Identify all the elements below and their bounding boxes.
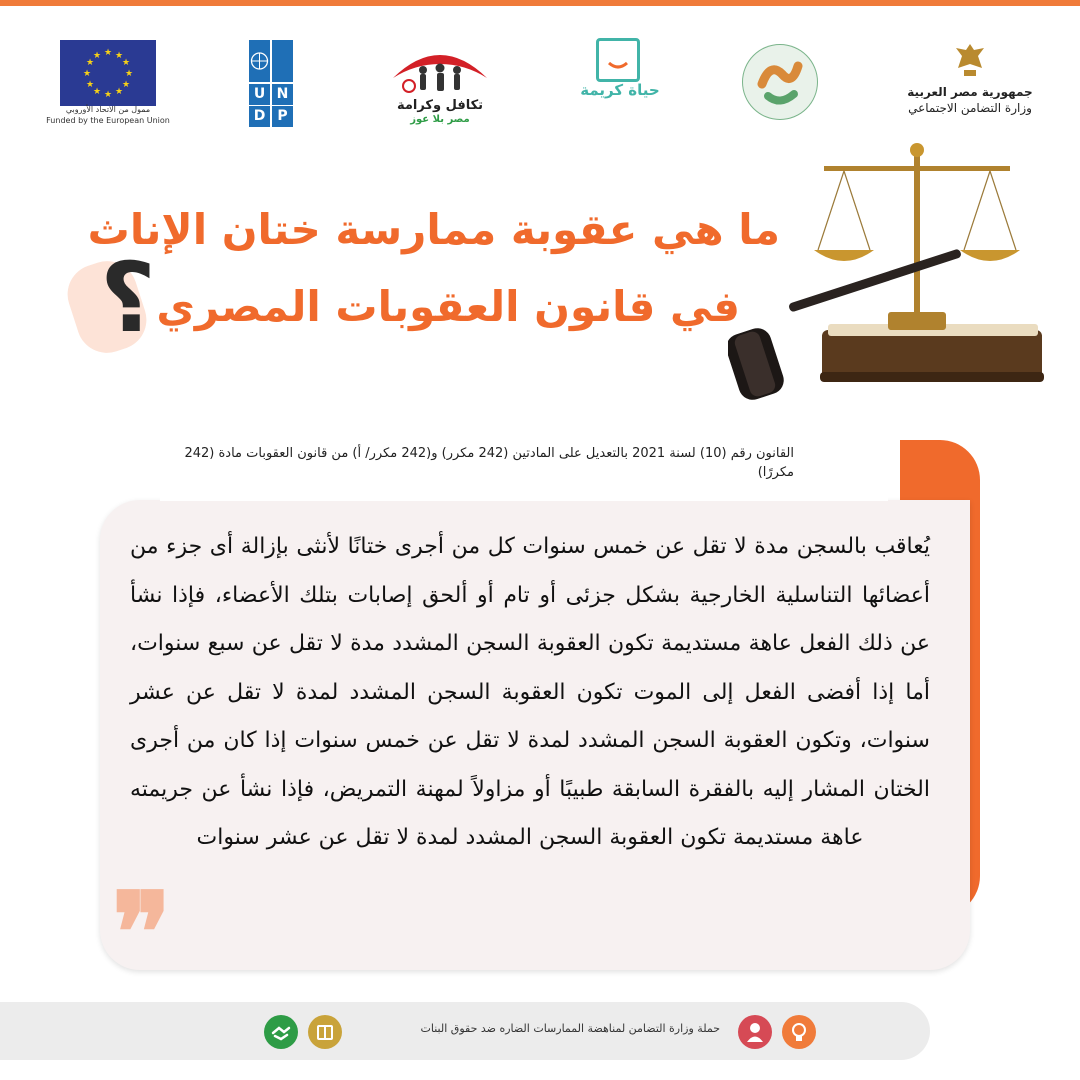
girl-icon xyxy=(738,1015,772,1049)
svg-text:★: ★ xyxy=(121,58,131,68)
book-icon xyxy=(308,1015,342,1049)
justice-scale-gavel-illustration xyxy=(728,140,1048,400)
undp-globe-cell-right xyxy=(272,40,293,82)
eu-caption xyxy=(40,104,176,126)
question-mark-icon: ؟ xyxy=(100,242,156,354)
footer-campaign-text: حملة وزارة التضامن لمناهضة الممارسات الضاره ضد حقوق البنات xyxy=(420,1022,720,1035)
haya-karima-name: حياة كريمة xyxy=(580,81,660,99)
eu-flag-logo xyxy=(60,40,156,106)
haya-karima-logo xyxy=(596,38,640,82)
eu-caption-ar: ممول من الاتحاد الأوروبي xyxy=(65,105,151,114)
eu-caption-en: Funded by the European Union xyxy=(46,116,170,125)
ministry-line2: وزارة التضامن الاجتماعي xyxy=(908,101,1032,115)
svg-text:★: ★ xyxy=(124,69,134,79)
svg-text:★: ★ xyxy=(103,90,113,100)
takaful-sub: مصر بلا عوز xyxy=(410,114,470,125)
svg-text:★: ★ xyxy=(92,51,102,61)
ministry-line1: جمهورية مصر العربية xyxy=(907,85,1033,99)
undp-logo xyxy=(249,40,293,126)
page-title-line2: في قانون العقوبات المصري xyxy=(156,282,740,331)
svg-text:★: ★ xyxy=(85,80,95,90)
undp-letter: U xyxy=(249,84,270,105)
svg-text:★: ★ xyxy=(114,87,124,97)
svg-text:★: ★ xyxy=(103,48,113,58)
ministry-name xyxy=(900,84,1040,116)
undp-letter: D xyxy=(249,106,270,127)
undp-globe-cell xyxy=(249,40,270,82)
svg-text:★: ★ xyxy=(82,69,92,79)
wa3y-logo xyxy=(742,44,818,120)
svg-text:★: ★ xyxy=(85,58,95,68)
undp-letter: P xyxy=(272,106,293,127)
egypt-eagle-emblem xyxy=(950,40,990,80)
page-title-line1: ما هي عقوبة ممارسة ختان الإناث xyxy=(87,205,780,254)
svg-text:★: ★ xyxy=(92,87,102,97)
svg-text:★: ★ xyxy=(121,80,131,90)
bulb-icon xyxy=(782,1015,816,1049)
quote-mark-icon: ❞ xyxy=(112,868,172,997)
law-reference-note: القانون رقم (10) لسنة 2021 بالتعديل على المادتين (242 مكرر) و(242 مكرر/ أ) من قانون العقوبات مادة (242 مكررًا) xyxy=(184,446,794,480)
handshake-icon xyxy=(264,1015,298,1049)
top-accent-strip xyxy=(0,0,1080,6)
takaful-name: تكافل وكرامة xyxy=(396,98,484,113)
law-article-text: يُعاقب بالسجن مدة لا تقل عن خمس سنوات كل من أجرى ختانًا لأنثى بإزالة أى جزء من أعضائها التناسلية الخارجية بشكل جزئى أو تام أو ألحق إصابات بتلك الأعضاء، فإذا نشأ عن ذلك الفعل عاهة مستديمة تكون العقوبة السجن المشدد مدة لا تقل عن سبع سنوات، أما إذا أفضى الفعل إلى الموت تكون العقوبة السجن المشدد لمدة لا تقل عن عشر سنوات، وتكون العقوبة السجن المشدد لمدة لا تقل عن خمس سنوات إذا كان من أجرى الختان المشار إليه بالفقرة السابقة طبيبًا أو مزاولاً لمهنة التمريض، فإذا نشأ عن جريمته عاهة مستديمة تكون العقوبة السجن المشدد لمدة لا تقل عن عشر سنوات xyxy=(130,534,930,850)
svg-text:★: ★ xyxy=(114,51,124,61)
undp-letter: N xyxy=(272,84,293,105)
